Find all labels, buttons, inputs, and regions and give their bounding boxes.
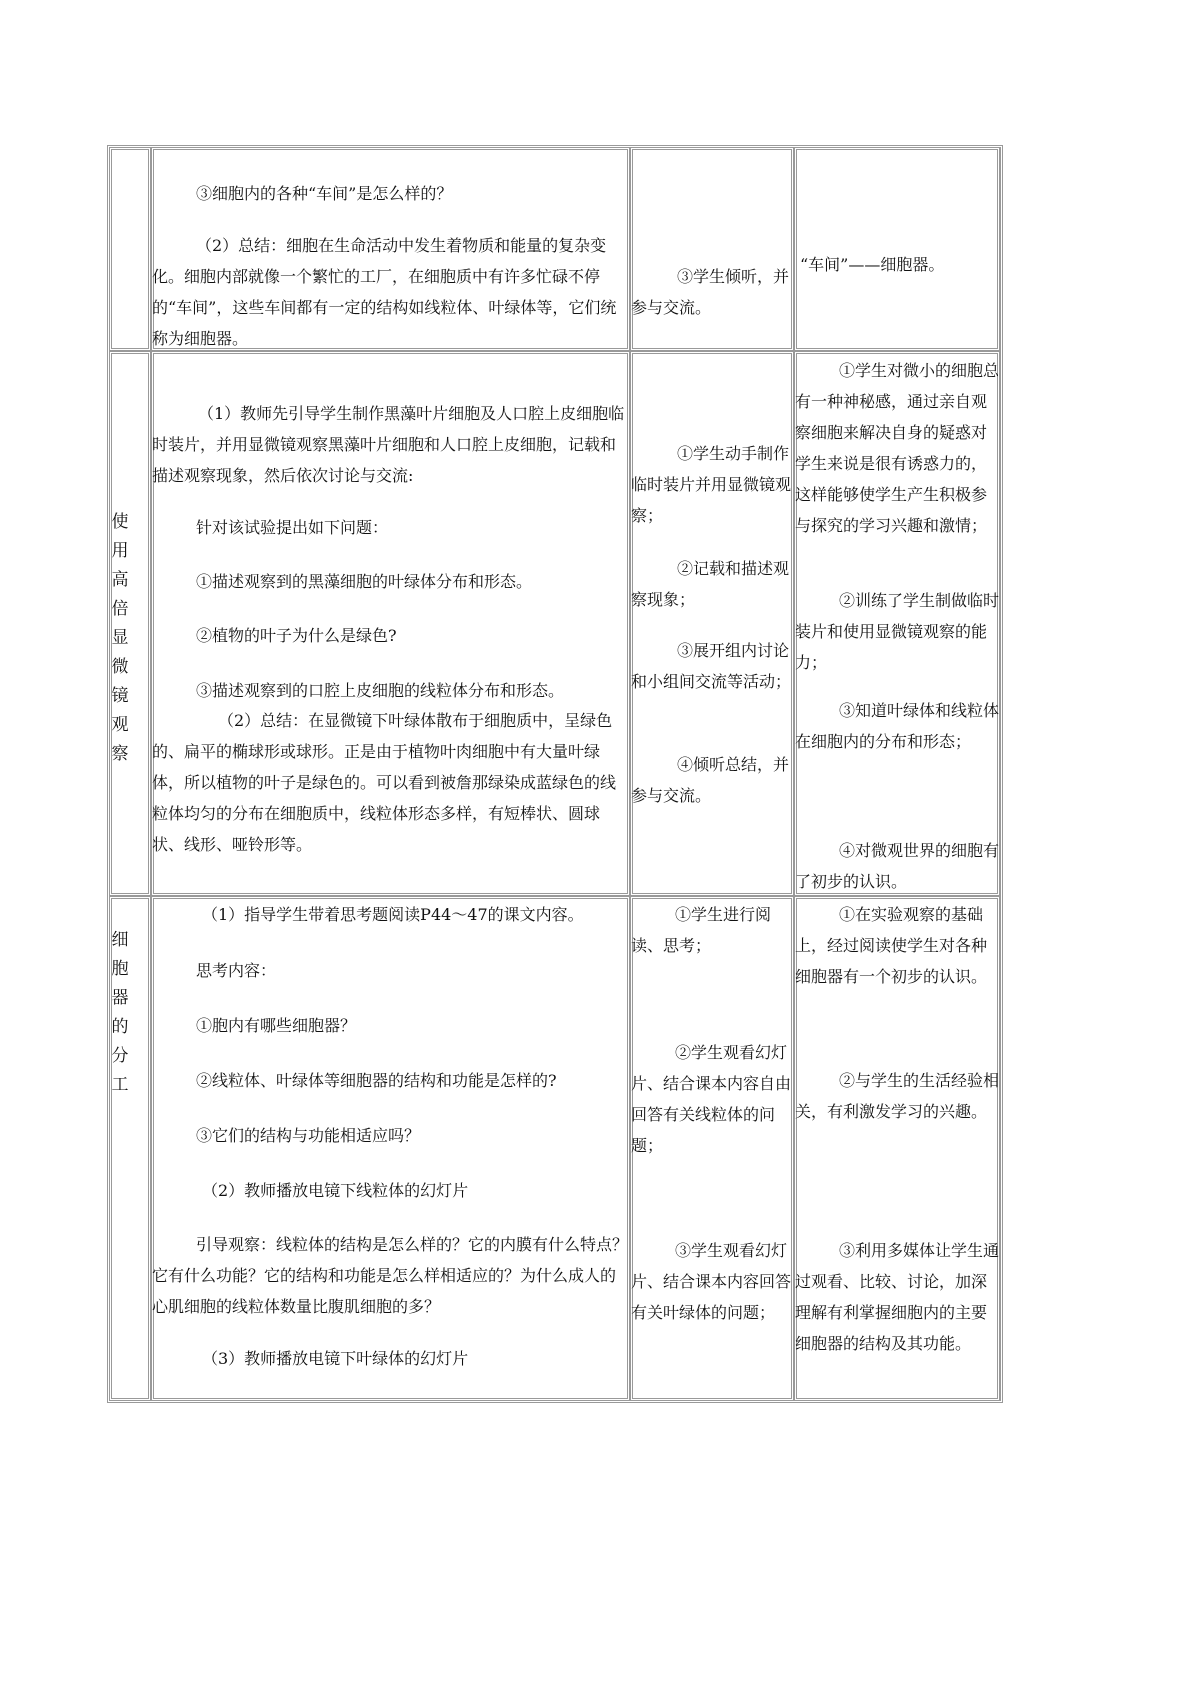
student-text: ①学生进行阅读、思考； [631, 905, 772, 955]
teacher-text: （1）指导学生带着思考题阅读P44～47的课文内容。 [202, 905, 584, 924]
teacher-text: （1）教师先引导学生制作黑藻叶片细胞及人口腔上皮细胞临时装片，并用显微镜观察黑藻叶片细胞和人口腔上皮细胞，记载和描述观察现象，然后依次讨论与交流: [152, 404, 625, 485]
teacher-text: （2）总结：在显微镜下叶绿体散布于细胞质中，呈绿色的、扁平的椭球形或球形。正是由于植物叶肉细胞中有大量叶绿体，所以植物的叶子是绿色的。可以看到被詹那绿染成蓝绿色的线粒体均匀的分布在细胞质中，线粒体形态多样，有短棒状、圆球状、线形、哑铃形等。 [152, 711, 617, 854]
teacher-text: ③描述观察到的口腔上皮细胞的线粒体分布和形态。 [196, 681, 565, 700]
teacher-text: ③它们的结构与功能相适应吗？ [196, 1126, 421, 1145]
teacher-text: 针对该试验提出如下问题： [196, 518, 389, 537]
teacher-text: ②线粒体、叶绿体等细胞器的结构和功能是怎样的? [196, 1071, 557, 1090]
teacher-text: （3）教师播放电镜下叶绿体的幻灯片 [202, 1349, 469, 1368]
teacher-text: （2）教师播放电镜下线粒体的幻灯片 [202, 1181, 469, 1200]
intent-text: ②训练了学生制做临时装片和使用显微镜观察的能力； [795, 591, 1000, 672]
student-text: ③学生倾听，并参与交流。 [631, 267, 790, 317]
student-text: ③学生观看幻灯片、结合课本内容回答有关叶绿体的问题； [631, 1241, 792, 1322]
intent-text: ③利用多媒体让学生通过观看、比较、讨论，加深理解有利掌握细胞内的主要细胞器的结构及其功能。 [795, 1241, 1000, 1353]
intent-text: ④对微观世界的细胞有了初步的认识。 [795, 841, 1000, 891]
student-text: ②学生观看幻灯片、结合课本内容自由回答有关线粒体的问题； [631, 1043, 792, 1155]
teacher-text: （2）总结：细胞在生命活动中发生着物质和能量的复杂变化。细胞内部就像一个繁忙的工厂，在细胞质中有许多忙碌不停的“车间”，这些车间都有一定的结构如线粒体、叶绿体等，它们统称为细胞器。 [152, 236, 617, 348]
teacher-text: 思考内容： [196, 961, 277, 980]
teacher-text: ①胞内有哪些细胞器？ [196, 1016, 357, 1035]
student-text: ①学生动手制作临时装片并用显微镜观察； [631, 444, 792, 525]
teacher-text: 引导观察：线粒体的结构是怎么样的？它的内膜有什么特点？它有什么功能？它的结构和功能是怎么样相适应的？为什么成人的心肌细胞的线粒体数量比腹肌细胞的多？ [152, 1235, 629, 1316]
intent-text: “车间”——细胞器。 [800, 255, 945, 274]
student-text: ④倾听总结，并参与交流。 [631, 755, 790, 805]
student-text: ②记载和描述观察现象； [631, 559, 790, 609]
intent-text: ③知道叶绿体和线粒体在细胞内的分布和形态； [795, 701, 1000, 751]
student-cell [630, 351, 794, 896]
teacher-text: ③细胞内的各种“车间”是怎么样的？ [196, 184, 453, 203]
intent-text: ②与学生的生活经验相关，有利激发学习的兴趣。 [795, 1071, 1000, 1121]
student-text: ③展开组内讨论和小组间交流等活动； [631, 641, 792, 691]
stage-label: 细胞器的分工 [111, 930, 129, 1095]
teacher-text: ②植物的叶子为什么是绿色? [196, 626, 397, 645]
stage-cell [109, 147, 151, 351]
intent-text: ①在实验观察的基础上，经过阅读使学生对各种细胞器有一个初步的认识。 [795, 905, 988, 986]
stage-label: 使用高倍显微镜观察 [111, 512, 129, 764]
intent-text: ①学生对微小的细胞总有一种神秘感，通过亲自观察细胞来解决自身的疑惑对学生来说是很有诱惑力的，这样能够使学生产生积极参与探究的学习兴趣和激情； [795, 361, 1000, 535]
teacher-text: ①描述观察到的黑藻细胞的叶绿体分布和形态。 [196, 572, 533, 591]
